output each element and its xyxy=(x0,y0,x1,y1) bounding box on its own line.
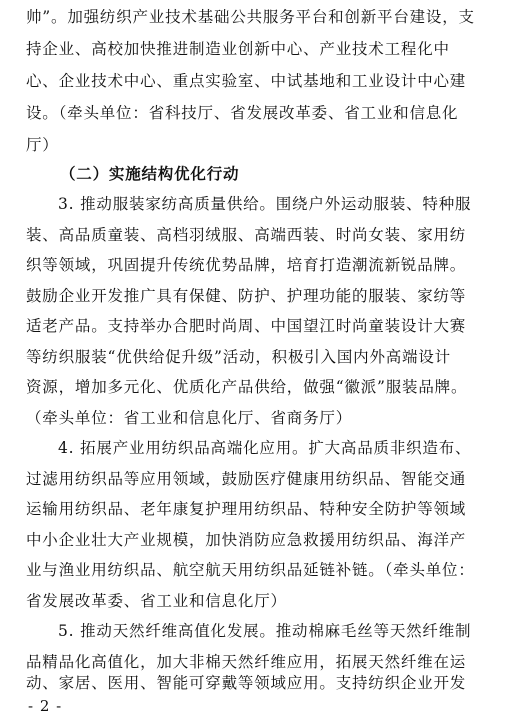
section-heading: （二）实施结构优化行动 xyxy=(60,164,240,183)
text-line: 设。（牵头单位：省科技厅、省发展改革委、省工业和信息化 xyxy=(26,104,459,122)
text-line: 等纺织服装“优供给促升级”活动，积极引入国内外高端设计 xyxy=(26,348,451,366)
text-line: 动、家居、医用、智能可穿戴等领域应用。支持纺织企业开发 xyxy=(26,674,467,692)
text-line: 装、高品质童装、高档羽绒服、高端西装、时尚女装、家用纺 xyxy=(26,226,467,244)
paragraph-start: 4. 拓展产业用纺织品高端化应用。扩大高品质非织造布、 xyxy=(58,439,472,457)
paragraph-start: 3. 推动服装家纺高质量供给。围绕户外运动服装、特种服 xyxy=(58,195,472,213)
text-line: 中小企业壮大产业规模，加快消防应急救援用纺织品、海洋产 xyxy=(26,531,467,549)
text-line: 业与渔业用纺织品、航空航天用纺织品延链补链。（牵头单位： xyxy=(26,561,475,579)
text-line: （牵头单位：省工业和信息化厅、省商务厅） xyxy=(26,409,353,427)
text-line: 厅） xyxy=(26,136,59,154)
page-number: - 2 - xyxy=(28,697,63,715)
text-line: 鼓励企业开发推广具有保健、防护、护理功能的服装、家纺等 xyxy=(26,287,467,305)
text-line: 过滤用纺织品等应用领域，鼓励医疗健康用纺织品、智能交通 xyxy=(26,470,467,488)
text-line: 省发展改革委、省工业和信息化厅） xyxy=(26,592,287,610)
text-line: 持企业、高校加快推进制造业创新中心、产业技术工程化中 xyxy=(26,40,450,58)
text-line: 帅”。加强纺织产业技术基础公共服务平台和创新平台建设，支 xyxy=(26,8,475,26)
text-line: 适老产品。支持举办合肥时尚周、中国望江时尚童装设计大赛 xyxy=(26,317,467,335)
text-line: 品精品化高值化，加大非棉天然纤维应用，拓展天然纤维在运 xyxy=(26,653,467,671)
text-line: 运输用纺织品、老年康复护理用纺织品、特种安全防护等领域 xyxy=(26,500,467,518)
text-line: 织等领域，巩固提升传统优势品牌，培育打造潮流新锐品牌。 xyxy=(26,256,467,274)
text-line: 资源，增加多元化、优质化产品供给，做强“徽派”服装品牌。 xyxy=(26,378,468,396)
text-line: 心、企业技术中心、重点实验室、中试基地和工业设计中心建 xyxy=(26,72,467,90)
paragraph-start: 5. 推动天然纤维高值化发展。推动棉麻毛丝等天然纤维制 xyxy=(58,622,472,640)
